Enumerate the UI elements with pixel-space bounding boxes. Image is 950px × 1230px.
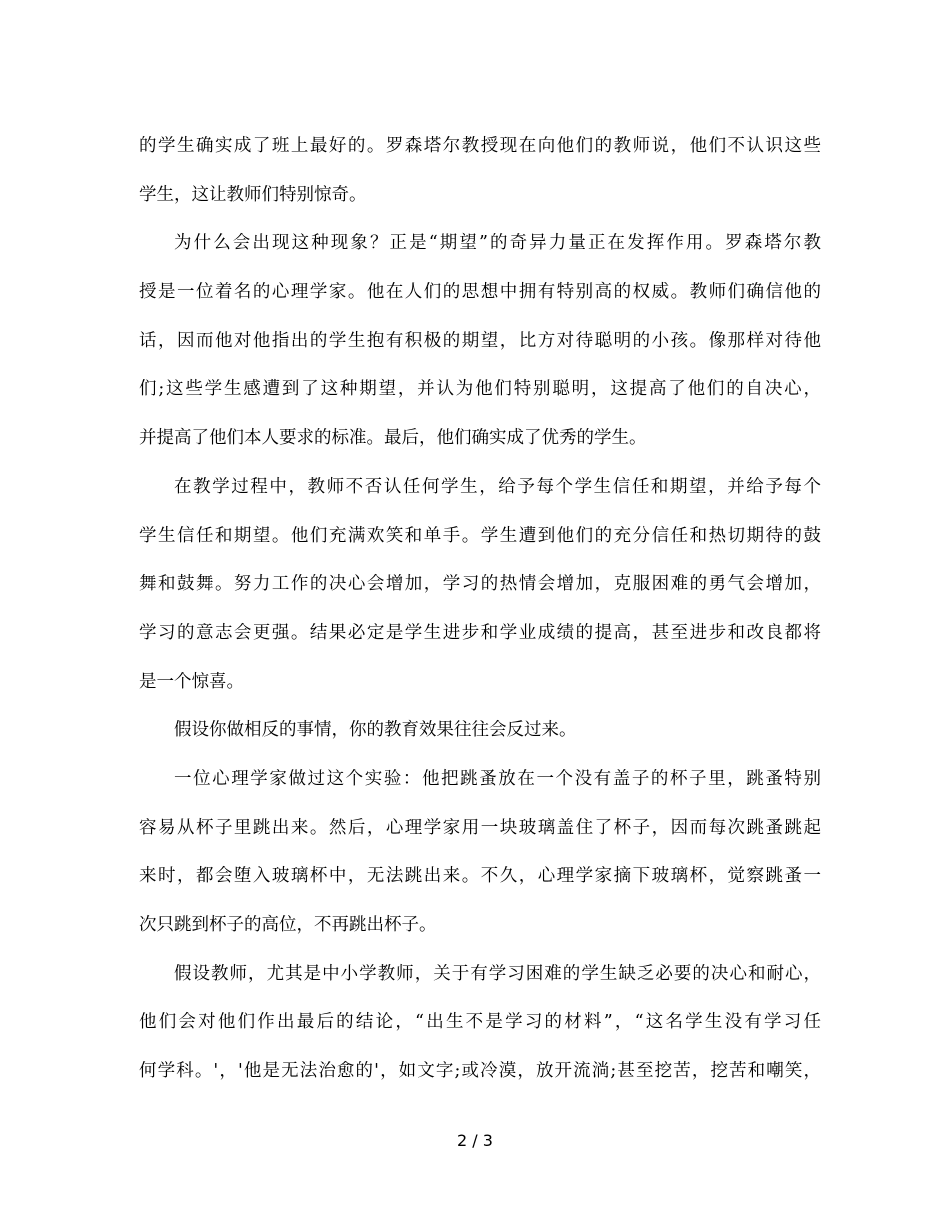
- text-line: 话，因而他对他指出的学生抱有积极的期望，比方对待聪明的小孩。像那样对待他: [139, 330, 821, 351]
- body-text: [139, 122, 821, 1096]
- text-line: 学习的意志会更强。结果必定是学生进步和学业成绩的提高，甚至进步和改良都将: [139, 622, 821, 643]
- text-line: 一位心理学家做过这个实验：他把跳蚤放在一个没有盖子的杯子里，跳蚤特别: [174, 768, 821, 789]
- text-line: 们;这些学生感遭到了这种期望，并认为他们特别聪明，这提高了他们的自决心，: [139, 379, 821, 400]
- text-line: 何学科。'，'他是无法治愈的'，如文字;或冷漠，放开流淌;甚至挖苦，挖苦和嘲笑，: [139, 1061, 821, 1082]
- text-line: 假设教师，尤其是中小学教师，关于有学习困难的学生缺乏必要的决心和耐心，: [174, 963, 821, 984]
- text-line: 容易从杯子里跳出来。然后，心理学家用一块玻璃盖住了杯子，因而每次跳蚤跳起: [139, 817, 821, 838]
- text-line: 为什么会出现这种现象？正是“期望”的奇异力量正在发挥作用。罗森塔尔教: [174, 233, 821, 254]
- text-line: 是一个惊喜。: [139, 671, 244, 692]
- text-line: 他们会对他们作出最后的结论，“出生不是学习的材料”，“这名学生没有学习任: [139, 1012, 821, 1033]
- page-number: 2 / 3: [457, 1131, 493, 1150]
- text-line: 的学生确实成了班上最好的。罗森塔尔教授现在向他们的教师说，他们不认识这些: [139, 136, 821, 156]
- text-line: 假设你做相反的事情，你的教育效果往往会反过来。: [174, 720, 577, 741]
- text-line: 并提高了他们本人要求的标准。最后，他们确实成了优秀的学生。: [139, 428, 647, 449]
- text-line: 次只跳到杯子的高位，不再跳出杯子。: [139, 915, 437, 935]
- text-line: 授是一位着名的心理学家。他在人们的思想中拥有特别高的权威。教师们确信他的: [139, 282, 821, 303]
- text-line: 学生，这让教师们特别惊奇。: [139, 184, 367, 205]
- text-line: 学生信任和期望。他们充满欢笑和单手。学生遭到他们的充分信任和热切期待的鼓: [139, 525, 821, 546]
- text-line: 舞和鼓舞。努力工作的决心会增加，学习的热情会增加，克服困难的勇气会增加，: [139, 574, 821, 595]
- text-line: 来时，都会堕入玻璃杯中，无法跳出来。不久，心理学家摘下玻璃杯，觉察跳蚤一: [139, 866, 821, 887]
- text-line: 在教学过程中，教师不否认任何学生，给予每个学生信任和期望，并给予每个: [174, 476, 821, 497]
